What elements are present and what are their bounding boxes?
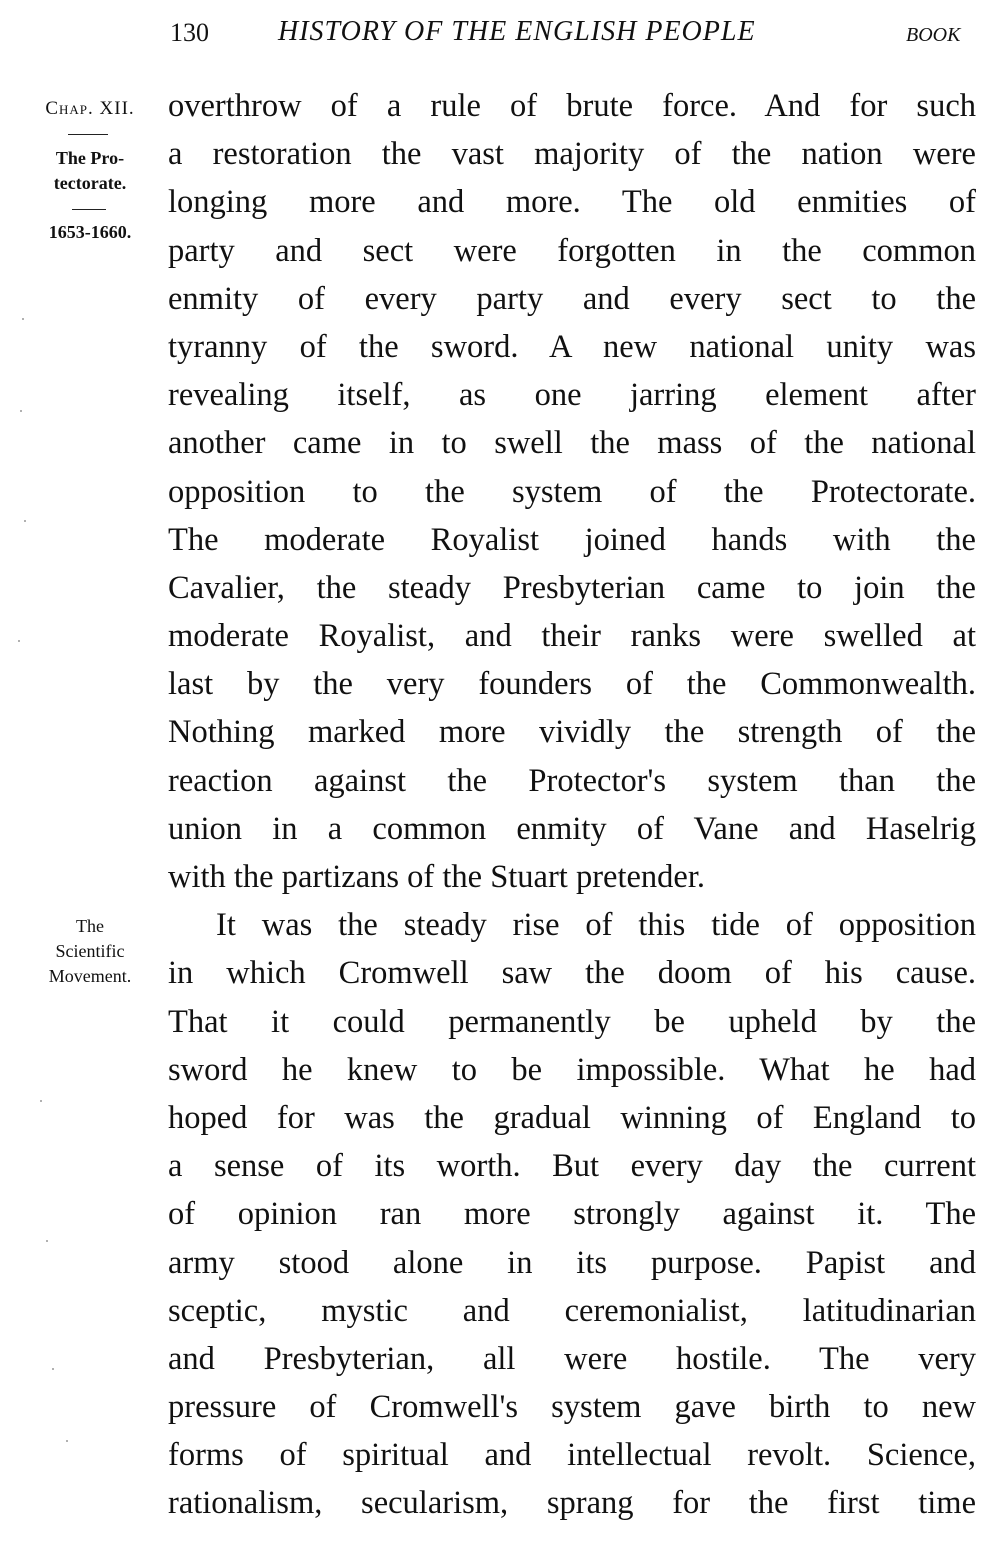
- body-line: party and sect were forgotten in the common: [168, 232, 976, 269]
- body-line: in which Cromwell saw the doom of his cause.: [168, 955, 976, 992]
- body-line: longing more and more. The old enmities of: [168, 184, 976, 221]
- body-line: with the partizans of the Stuart pretender.: [168, 859, 705, 895]
- scan-speck: [46, 1240, 48, 1242]
- body-text: [168, 82, 976, 1528]
- body-line: That it could permanently be upheld by the: [168, 1003, 976, 1040]
- margin-dates: 1653-1660.: [48, 222, 132, 242]
- body-line: The moderate Royalist joined hands with the: [168, 521, 976, 558]
- body-line: reaction against the Protector's system than the: [168, 762, 976, 799]
- margin-rule-top: [68, 134, 108, 135]
- body-line: moderate Royalist, and their ranks were swelled at: [168, 618, 976, 655]
- body-line: pressure of Cromwell's system gave birth to new: [168, 1389, 976, 1426]
- running-title: HISTORY OF THE ENGLISH PEOPLE: [278, 16, 756, 47]
- page-number: 130: [170, 18, 209, 47]
- body-line: another came in to swell the mass of the national: [168, 425, 976, 462]
- scan-speck: [22, 318, 24, 320]
- body-line: revealing itself, as one jarring element after: [168, 377, 976, 414]
- scan-speck: [52, 1368, 54, 1370]
- margin-subject: [20, 146, 160, 196]
- scan-speck: [66, 1440, 68, 1442]
- margin-subject-line2: tectorate.: [53, 173, 127, 193]
- scan-speck: [40, 1100, 42, 1102]
- margin-section-line3: Movement.: [48, 966, 132, 986]
- margin-section-line1: The: [76, 916, 104, 936]
- body-line: Cavalier, the steady Presbyterian came to join the: [168, 569, 976, 606]
- body-line: sword he knew to be impossible. What he had: [168, 1051, 976, 1088]
- scan-speck: [18, 640, 20, 642]
- body-line: forms of spiritual and intellectual revolt. Science,: [168, 1437, 976, 1474]
- body-line: overthrow of a rule of brute force. And for such: [168, 88, 976, 124]
- margin-subject-line1: The Pro-: [55, 148, 125, 168]
- body-line: Nothing marked more vividly the strength of the: [168, 714, 976, 751]
- body-line: and Presbyterian, all were hostile. The very: [168, 1340, 976, 1377]
- book-label: BOOK: [906, 24, 961, 46]
- scan-speck: [24, 520, 26, 522]
- body-line: last by the very founders of the Commonwealth.: [168, 666, 976, 703]
- body-line: a restoration the vast majority of the nation were: [168, 136, 976, 173]
- body-line: tyranny of the sword. A new national unity was: [168, 328, 976, 365]
- margin-section-note: [20, 914, 160, 989]
- margin-rule-bottom: [72, 209, 106, 210]
- body-line: opposition to the system of the Protectorate.: [168, 473, 976, 510]
- running-header: [0, 12, 1000, 52]
- body-line: union in a common enmity of Vane and Haselrig: [168, 810, 976, 847]
- body-line: hoped for was the gradual winning of England to: [168, 1099, 976, 1136]
- body-line: of opinion ran more strongly against it. The: [168, 1196, 976, 1233]
- margin-chapter: Chap. XII.: [45, 98, 135, 119]
- margin-section-line2: Scientific: [55, 941, 125, 961]
- body-line: sceptic, mystic and ceremonialist, latitudinarian: [168, 1292, 976, 1329]
- scan-speck: [20, 410, 22, 412]
- paragraph-start-line: It was the steady rise of this tide of opposition: [216, 907, 976, 944]
- body-line: a sense of its worth. But every day the current: [168, 1148, 976, 1185]
- body-line: enmity of every party and every sect to the: [168, 280, 976, 317]
- body-line: army stood alone in its purpose. Papist and: [168, 1244, 976, 1281]
- body-line: rationalism, secularism, sprang for the first time: [168, 1485, 976, 1522]
